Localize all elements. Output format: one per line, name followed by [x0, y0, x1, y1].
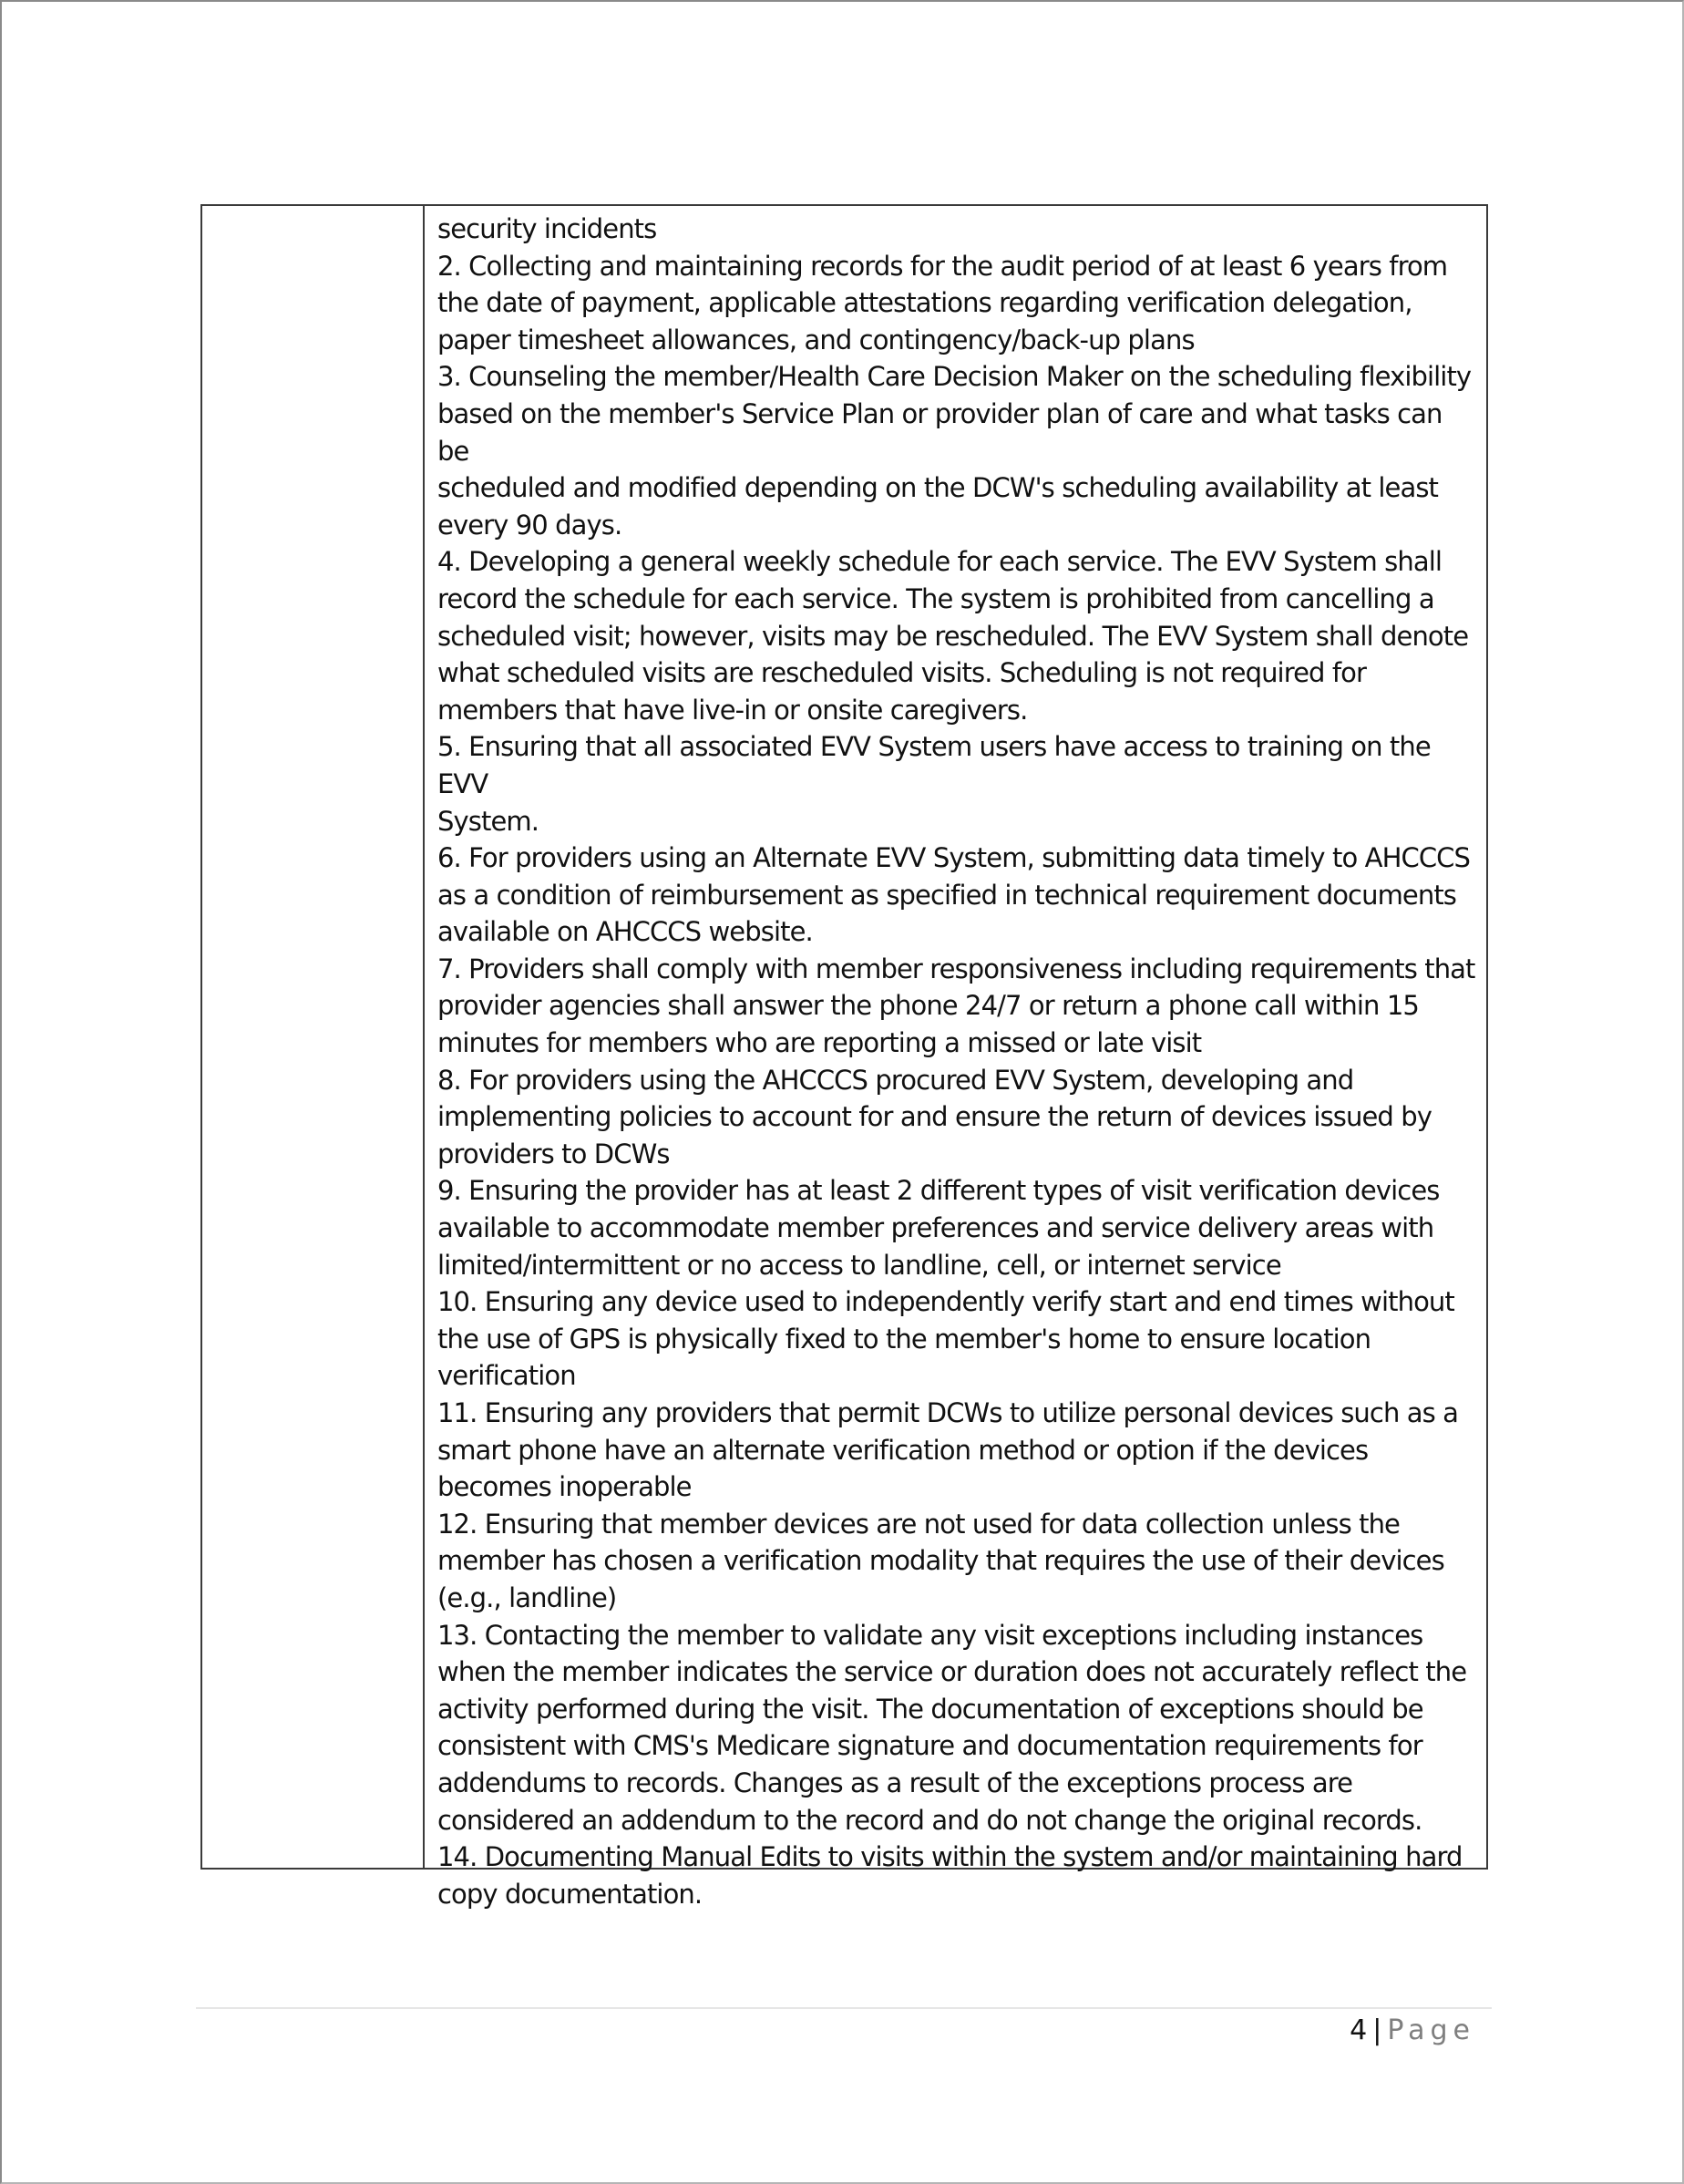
- text-line: as a condition of reimbursement as specified in technical requirement documents: [437, 879, 1457, 911]
- text-line: 5. Ensuring that all associated EVV System users have access to training on the EVV: [437, 731, 1431, 799]
- text-line: smart phone have an alternate verification method or option if the devices: [437, 1434, 1369, 1466]
- text-line: based on the member's Service Plan or provider plan of care and what tasks can be: [437, 397, 1443, 467]
- text-line: scheduled visit; however, visits may be rescheduled. The EVV System shall denote: [437, 620, 1469, 652]
- page-footer: [1350, 2013, 1475, 2049]
- text-line: 7. Providers shall comply with member responsiveness including requirements that: [437, 953, 1475, 984]
- text-line: implementing policies to account for and ensure the return of devices issued by: [437, 1101, 1432, 1133]
- text-line: 3. Counseling the member/Health Care Decision Maker on the scheduling flexibility: [437, 361, 1472, 393]
- text-line: every 90 days.: [437, 509, 622, 541]
- table-left-cell: [202, 206, 425, 1868]
- table-right-cell: [425, 206, 1486, 1910]
- text-line: paper timesheet allowances, and contingency/back-up plans: [437, 324, 1195, 355]
- text-line: 2. Collecting and maintaining records for the audit period of at least 6 years from: [437, 250, 1448, 282]
- page-number: 4: [1350, 2014, 1368, 2046]
- text-line: 8. For providers using the AHCCCS procured EVV System, developing and: [437, 1064, 1354, 1096]
- text-line: provider agencies shall answer the phone 24/7 or return a phone call within 15: [437, 990, 1419, 1022]
- content-table: [200, 204, 1488, 1910]
- text-line: verification: [437, 1360, 576, 1392]
- text-line: consistent with CMS's Medicare signature and documentation requirements for: [437, 1730, 1422, 1762]
- text-line: 14. Documenting Manual Edits to visits within the system and/or maintaining hard: [437, 1841, 1463, 1873]
- text-line: minutes for members who are reporting a missed or late visit: [437, 1027, 1202, 1059]
- text-line: available to accommodate member preferences and service delivery areas with: [437, 1212, 1434, 1244]
- text-line: when the member indicates the service or duration does not accurately reflect the: [437, 1656, 1467, 1688]
- text-line: members that have live-in or onsite caregivers.: [437, 694, 1028, 726]
- text-line: scheduled and modified depending on the DCW's scheduling availability at least: [437, 472, 1439, 504]
- text-line: 4. Developing a general weekly schedule for each service. The EVV System shall: [437, 546, 1443, 578]
- text-line: the date of payment, applicable attestations regarding verification delegation,: [437, 287, 1412, 319]
- text-line: 6. For providers using an Alternate EVV System, submitting data timely to AHCCCS: [437, 842, 1471, 874]
- footer-divider: [196, 2007, 1492, 2009]
- text-line: available on AHCCCS website.: [437, 916, 813, 948]
- text-line: record the schedule for each service. The system is prohibited from cancelling a: [437, 582, 1434, 614]
- page-label: Page: [1387, 2014, 1475, 2046]
- text-line: 11. Ensuring any providers that permit DCWs to utilize personal devices such as a: [437, 1397, 1459, 1428]
- text-line: 9. Ensuring the provider has at least 2 different types of visit verification devices: [437, 1175, 1440, 1207]
- text-line: 10. Ensuring any device used to independently verify start and end times without: [437, 1286, 1454, 1318]
- text-line: (e.g., landline): [437, 1581, 617, 1613]
- text-line: copy documentation.: [437, 1878, 703, 1910]
- text-line: the use of GPS is physically fixed to the member's home to ensure location: [437, 1323, 1371, 1355]
- text-line: providers to DCWs: [437, 1138, 670, 1169]
- text-line: activity performed during the visit. The documentation of exceptions should be: [437, 1693, 1423, 1725]
- text-line: limited/intermittent or no access to landline, cell, or internet service: [437, 1249, 1281, 1281]
- text-line: System.: [437, 805, 539, 837]
- text-line: 13. Contacting the member to validate any visit exceptions including instances: [437, 1619, 1423, 1651]
- text-line: what scheduled visits are rescheduled visits. Scheduling is not required for: [437, 657, 1367, 689]
- text-line: addendums to records. Changes as a result of the exceptions process are: [437, 1767, 1353, 1798]
- text-line: becomes inoperable: [437, 1471, 692, 1503]
- text-line: considered an addendum to the record and do not change the original records.: [437, 1804, 1422, 1836]
- text-line: security incidents: [437, 213, 657, 244]
- footer-separator: |: [1372, 2014, 1382, 2046]
- text-line: member has chosen a verification modality that requires the use of their devices: [437, 1545, 1444, 1577]
- text-line: 12. Ensuring that member devices are not used for data collection unless the: [437, 1508, 1401, 1540]
